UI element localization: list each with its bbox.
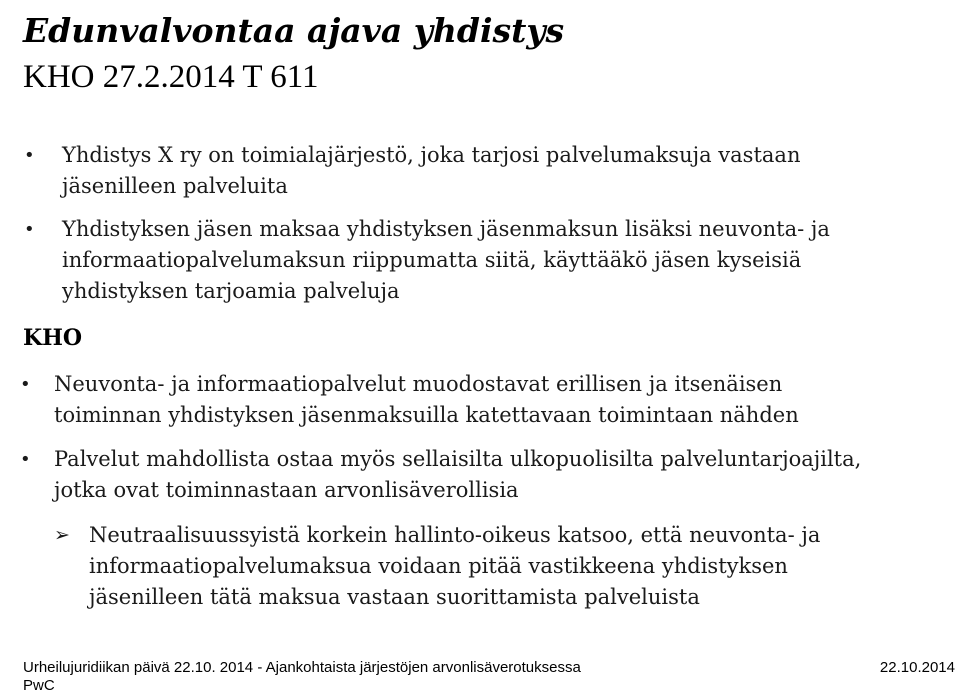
conclusion-line: jäsenilleen tätä maksua vastaan suorittamista palveluista [89,585,700,609]
bullet-text [54,444,861,506]
bullet-line: Yhdistys X ry on toimialajärjestö, joka tarjosi palvelumaksuja vastaan [62,143,801,167]
arrow-bullet-icon: ➢ [54,524,70,546]
footer-company: PwC [23,677,55,694]
bullet-dot-icon: • [24,219,35,240]
bullet-line: yhdistyksen tarjoamia palveluja [62,279,400,303]
bullet-line: Neuvonta- ja informaatiopalvelut muodostavat erillisen ja itsenäisen [54,372,783,396]
bullet-line: jäsenilleen palveluita [62,174,288,198]
bullet-dot-icon: • [20,374,31,395]
bullet-text [62,214,830,307]
footer-event: Urheilujuridiikan päivä 22.10. 2014 - Ajankohtaista järjestöjen arvonlisäverotuksessa [23,659,581,676]
bullet-line: Palvelut mahdollista ostaa myös sellaisilta ulkopuolisilta palveluntarjoajilta, [54,447,862,471]
slide-title: Edunvalvontaa ajava yhdistys [23,11,565,50]
bullet-line: jotka ovat toiminnastaan arvonlisäverollisia [54,478,519,502]
footer-date: 22.10.2014 [879,659,955,676]
bullet-text [54,369,799,431]
bullet-dot-icon: • [24,145,35,166]
conclusion-text [89,520,820,613]
bullet-line: toiminnan yhdistyksen jäsenmaksuilla katettavaan toimintaan nähden [54,403,799,427]
bullet-line: informaatiopalvelumaksun riippumatta siitä, käyttääkö jäsen kyseisiä [62,248,802,272]
bullet-text [62,140,800,202]
slide-footer [23,659,957,697]
conclusion-line: Neutraalisuussyistä korkein hallinto-oikeus katsoo, että neuvonta- ja [89,523,821,547]
bullet-dot-icon: • [20,449,31,470]
conclusion-line: informaatiopalvelumaksua voidaan pitää vastikkeena yhdistyksen [89,554,788,578]
slide-subtitle: KHO 27.2.2014 T 611 [23,59,319,95]
bullet-line: Yhdistyksen jäsen maksaa yhdistyksen jäsenmaksun lisäksi neuvonta- ja [62,217,830,241]
section-heading: KHO [23,325,83,351]
